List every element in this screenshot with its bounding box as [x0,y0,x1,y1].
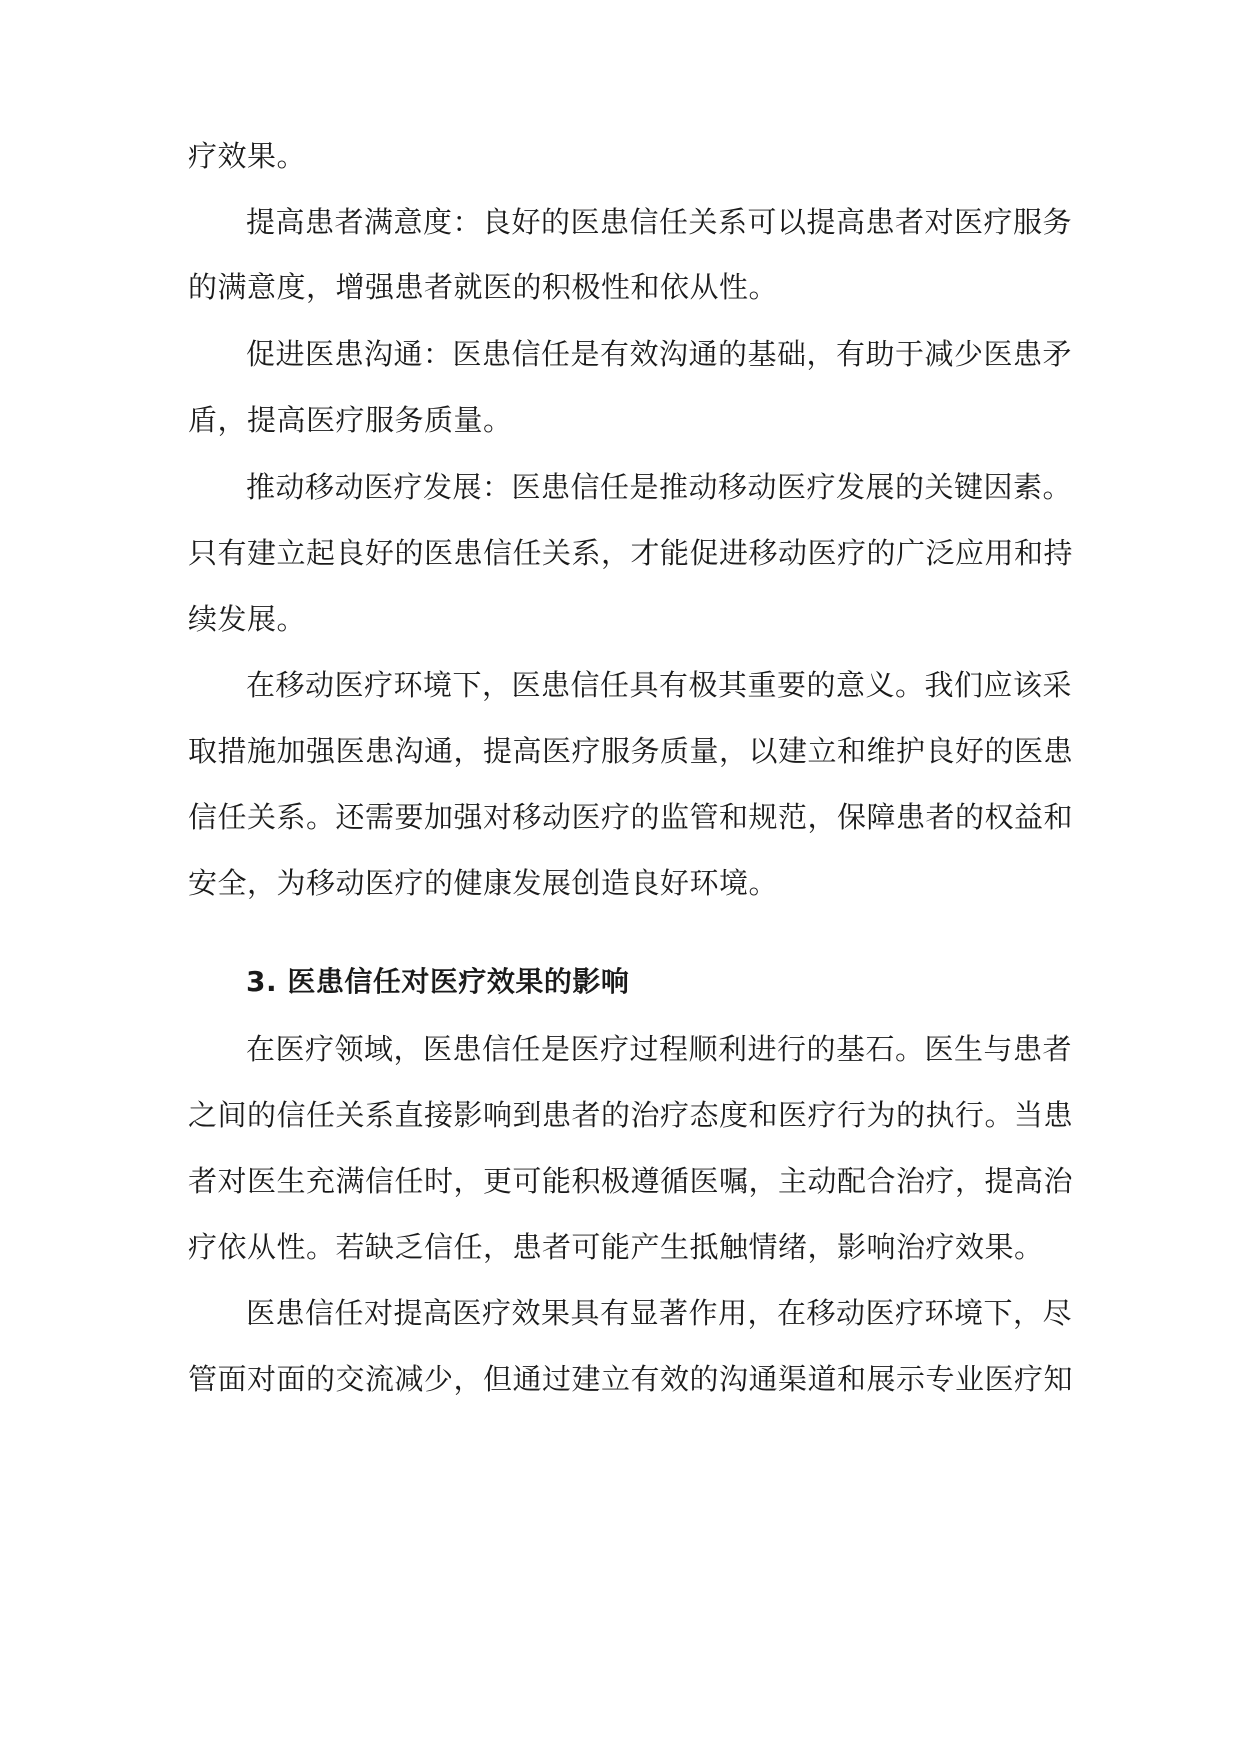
paragraph-line: 在医疗领域，医患信任是医疗过程顺利进行的基石。医生与患者 [246,1032,1073,1066]
paragraph-line: 信任关系。还需要加强对移动医疗的监管和规范，保障患者的权益和 [188,800,1074,834]
paragraph-line: 管面对面的交流减少，但通过建立有效的沟通渠道和展示专业医疗知 [188,1362,1074,1396]
paragraph-line: 的满意度，增强患者就医的积极性和依从性。 [188,270,779,304]
paragraph-line: 促进医患沟通：医患信任是有效沟通的基础，有助于减少医患矛 [246,337,1073,371]
paragraph-line: 取措施加强医患沟通，提高医疗服务质量，以建立和维护良好的医患 [188,734,1074,768]
paragraph-line: 续发展。 [188,602,307,636]
paragraph-line: 疗依从性。若缺乏信任，患者可能产生抵触情绪，影响治疗效果。 [188,1230,1044,1264]
paragraph-line: 提高患者满意度：良好的医患信任关系可以提高患者对医疗服务 [246,205,1073,239]
paragraph-line: 盾，提高医疗服务质量。 [188,403,513,437]
paragraph-line: 之间的信任关系直接影响到患者的治疗态度和医疗行为的执行。当患 [188,1098,1074,1132]
paragraph-line: 安全，为移动医疗的健康发展创造良好环境。 [188,866,779,900]
paragraph-line: 医患信任对提高医疗效果具有显著作用，在移动医疗环境下，尽 [246,1296,1073,1330]
paragraph-line: 疗效果。 [188,139,307,173]
paragraph-line: 只有建立起良好的医患信任关系，才能促进移动医疗的广泛应用和持 [188,536,1074,570]
section-heading: 3. 医患信任对医疗效果的影响 [246,965,630,998]
paragraph-line: 者对医生充满信任时，更可能积极遵循医嘱，主动配合治疗，提高治 [188,1164,1074,1198]
paragraph-line: 推动移动医疗发展：医患信任是推动移动医疗发展的关键因素。 [246,470,1073,504]
paragraph-line: 在移动医疗环境下，医患信任具有极其重要的意义。我们应该采 [246,668,1073,702]
